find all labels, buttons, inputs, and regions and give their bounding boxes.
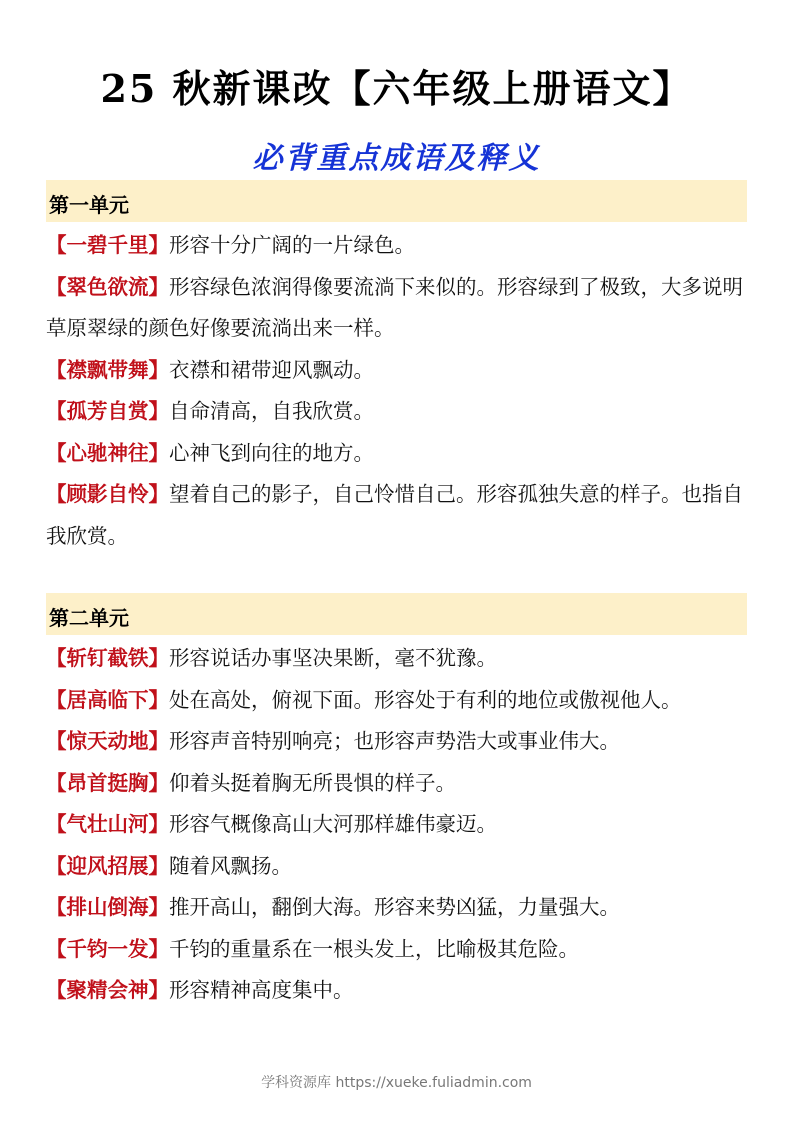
idiom-entry: [46, 225, 749, 267]
idiom-definition: 形容说话办事坚决果断，毫不犹豫。: [169, 646, 497, 670]
idiom-entry: [46, 391, 749, 433]
idiom-term: 【气壮山河】: [46, 812, 169, 836]
idiom-entry: [46, 970, 749, 1012]
idiom-term: 【居高临下】: [46, 687, 169, 712]
idiom-definition: 千钧的重量系在一根头发上，比喻极其危险。: [169, 936, 579, 961]
idiom-entry: [46, 433, 749, 475]
idiom-definition: 推开高山，翻倒大海。形容来势凶猛，力量强大。: [169, 895, 620, 919]
page-title: 25 秋新课改【六年级上册语文】: [100, 66, 693, 111]
idiom-term: 【昂首挺胸】: [46, 770, 169, 795]
idiom-term: 【排山倒海】: [46, 895, 169, 919]
idiom-definition: 处在高处，俯视下面。形容处于有利的地位或傲视他人。: [169, 687, 682, 712]
idiom-term: 【襟飘带舞】: [46, 357, 169, 382]
idiom-definition: 仰着头挺着胸无所畏惧的样子。: [169, 770, 456, 795]
idiom-entry: [46, 474, 749, 557]
idiom-definition: 形容绿色浓润得像要流淌下来似的。形容绿到了极致，大多说明草原翠绿的颜色好像要流淌出来一样。: [46, 274, 743, 340]
idiom-term: 【斩钉截铁】: [46, 646, 169, 670]
footer-watermark: 学科资源库 https://xueke.fuliadmin.com: [261, 1075, 532, 1091]
idiom-entry: [46, 929, 749, 971]
idiom-definition: 随着风飘扬。: [169, 853, 292, 878]
unit-header-2: [46, 593, 747, 635]
idiom-entry: [46, 887, 749, 929]
unit-1-entries: [46, 225, 749, 557]
idiom-definition: 形容精神高度集中。: [169, 978, 354, 1002]
idiom-term: 【翠色欲流】: [46, 274, 169, 299]
idiom-entry: [46, 846, 749, 888]
idiom-term: 【千钧一发】: [46, 936, 169, 961]
unit-title: 第一单元: [49, 193, 129, 217]
idiom-definition: 望着自己的影子，自己怜惜自己。形容孤独失意的样子。也指自我欣赏。: [46, 482, 743, 548]
idiom-term: 【聚精会神】: [46, 978, 169, 1002]
idiom-entry: [46, 763, 749, 805]
idiom-definition: 形容声音特别响亮；也形容声势浩大或事业伟大。: [169, 729, 620, 753]
idiom-definition: 自命清高，自我欣赏。: [169, 399, 374, 423]
idiom-definition: 心神飞到向往的地方。: [169, 440, 374, 465]
idiom-term: 【孤芳自赏】: [46, 399, 169, 423]
idiom-entry: [46, 638, 749, 680]
idiom-entry: [46, 350, 749, 392]
idiom-term: 【一碧千里】: [46, 233, 169, 257]
idiom-term: 【迎风招展】: [46, 853, 169, 878]
idiom-entry: [46, 721, 749, 763]
idiom-definition: 形容气概像高山大河那样雄伟豪迈。: [169, 812, 497, 836]
idiom-definition: 形容十分广阔的一片绿色。: [169, 233, 415, 257]
idiom-definition: 衣襟和裙带迎风飘动。: [169, 357, 374, 382]
idiom-term: 【心驰神往】: [46, 440, 169, 465]
page-subtitle: 必背重点成语及释义: [252, 141, 541, 176]
unit-2-entries: [46, 638, 749, 1012]
unit-header-1: [46, 180, 747, 222]
idiom-entry: [46, 804, 749, 846]
idiom-term: 【惊天动地】: [46, 729, 169, 753]
idiom-entry: [46, 267, 749, 350]
unit-title: 第二单元: [49, 606, 129, 630]
idiom-term: 【顾影自怜】: [46, 482, 169, 506]
idiom-entry: [46, 680, 749, 722]
